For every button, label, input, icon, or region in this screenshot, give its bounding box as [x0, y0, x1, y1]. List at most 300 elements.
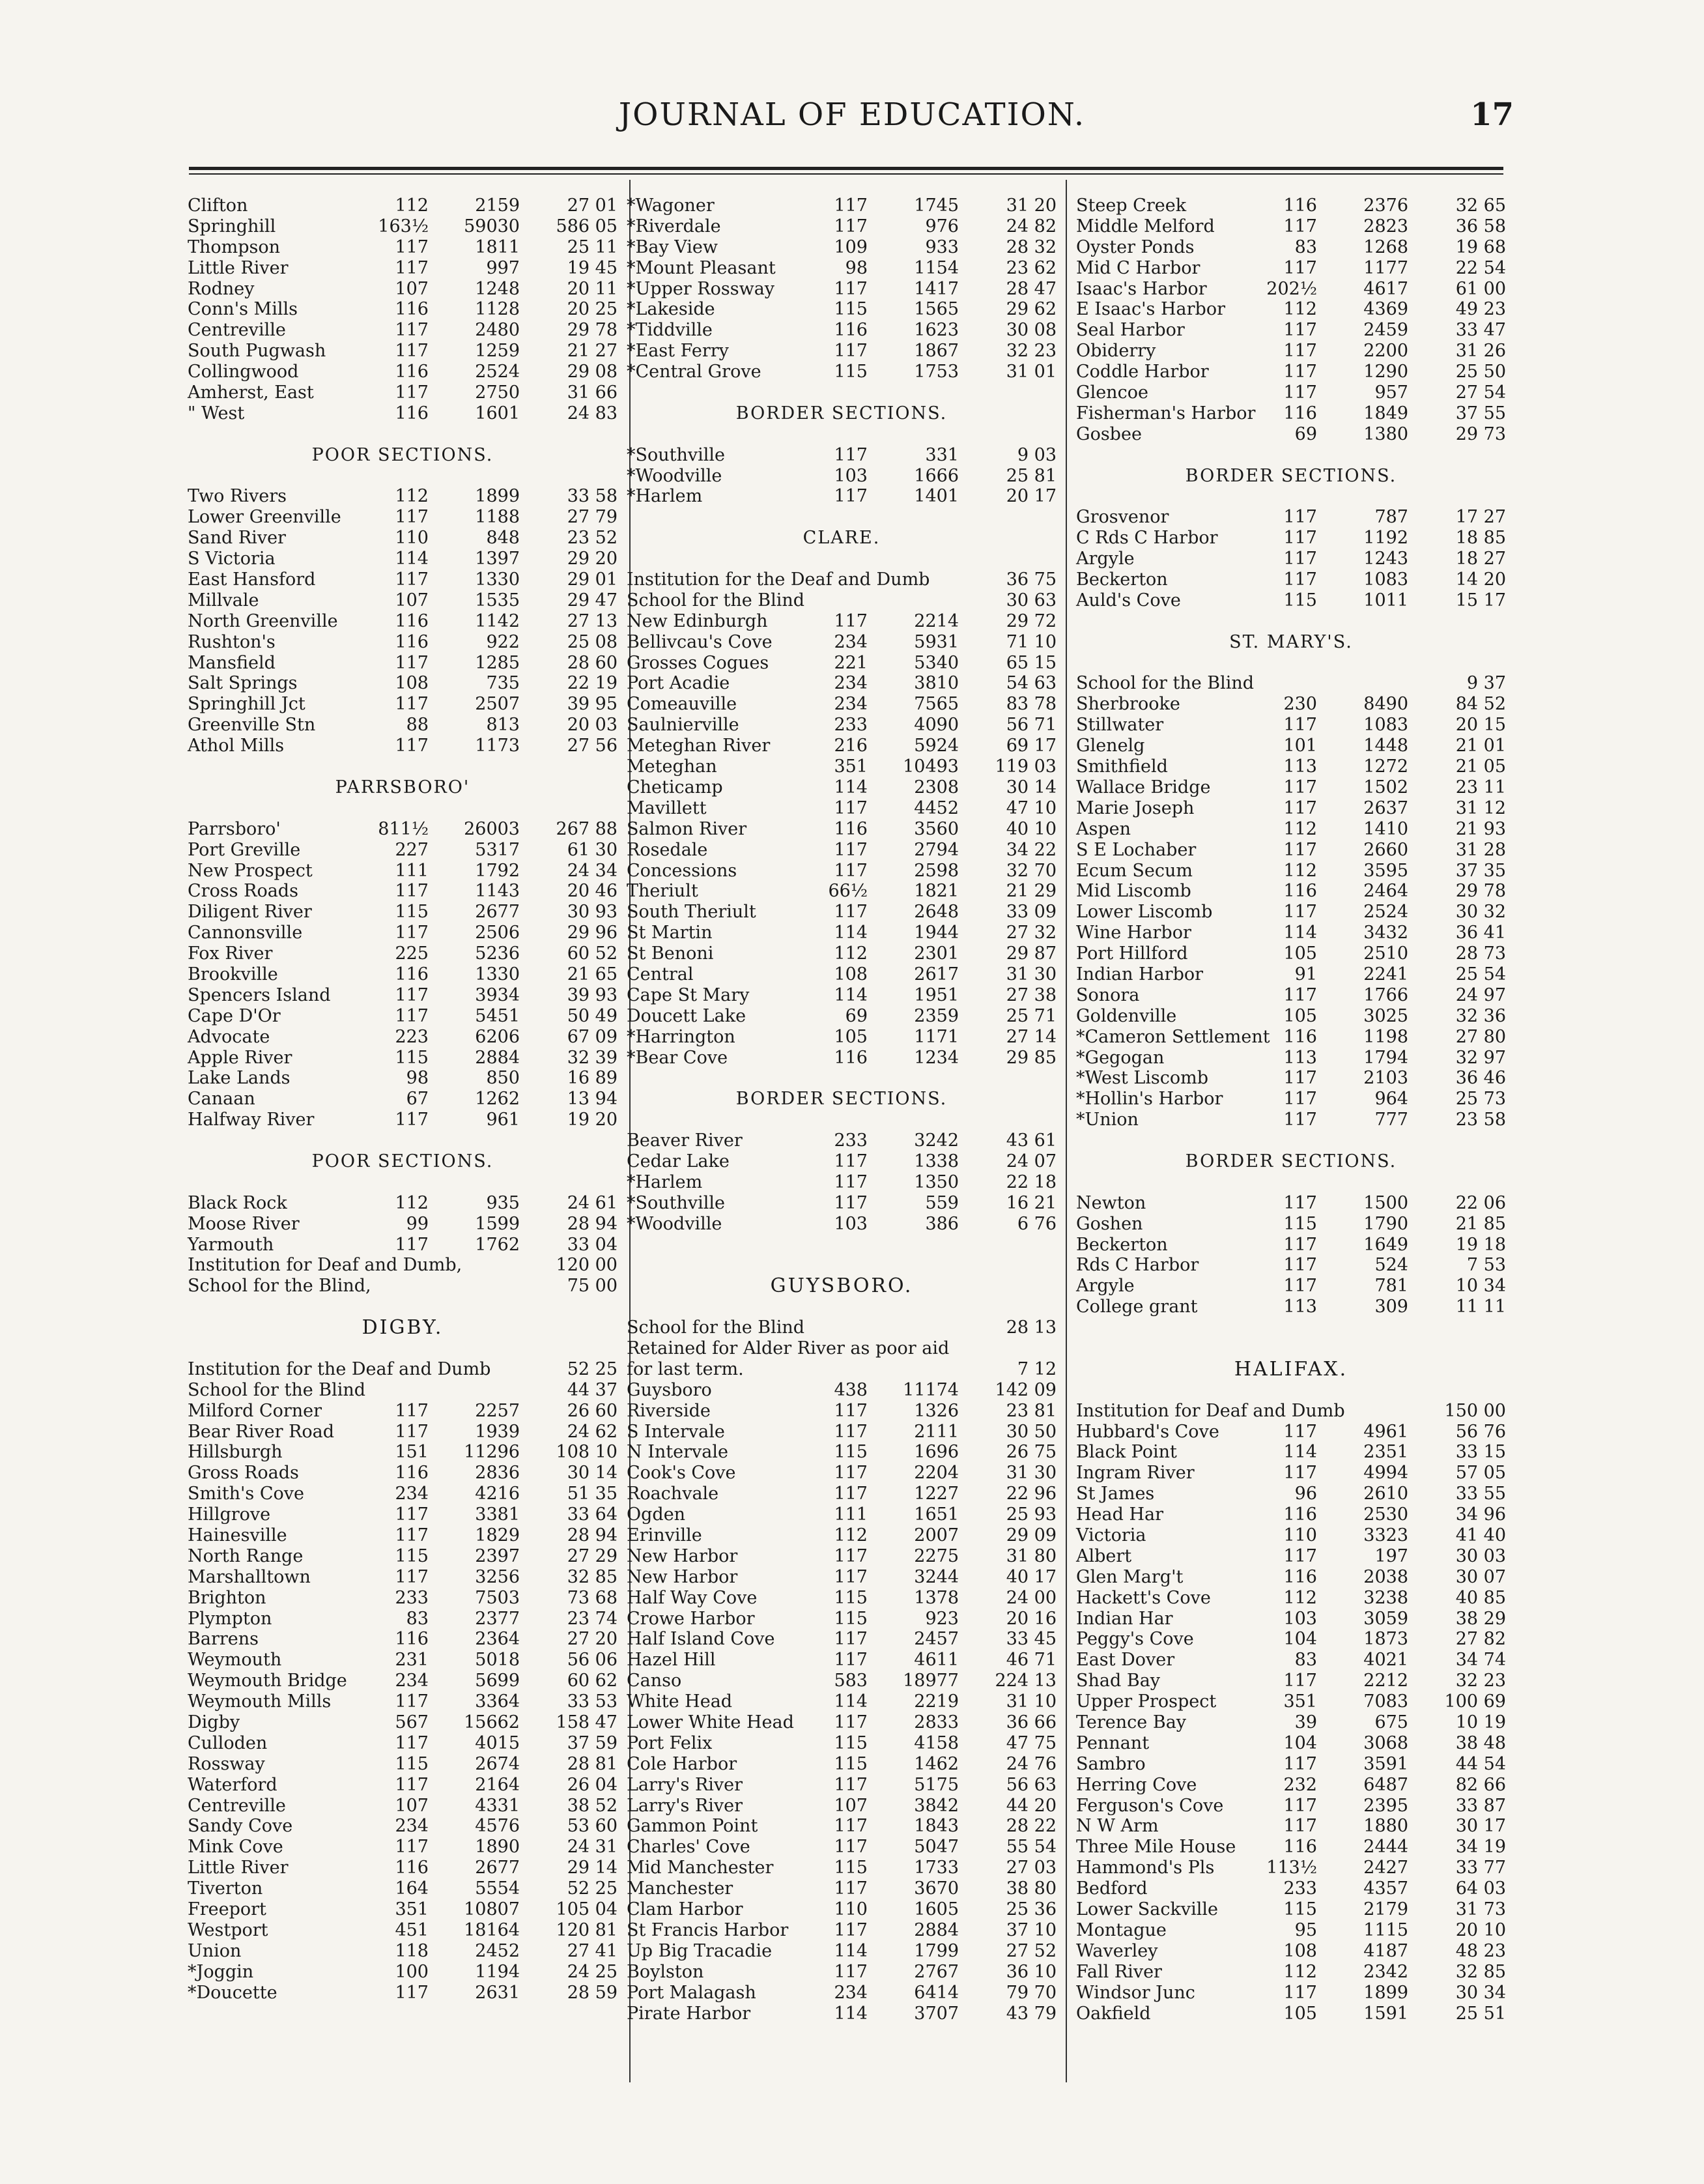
grant-amount: 22 54	[1455, 257, 1506, 278]
days-value: 115	[395, 1047, 429, 1068]
table-row	[627, 1733, 1060, 1754]
attendance-value: 1951	[914, 984, 959, 1005]
table-row	[188, 819, 618, 840]
grant-amount: 29 20	[567, 549, 618, 569]
table-row	[1076, 673, 1506, 694]
days-value: 811½	[378, 818, 429, 839]
school-name: Salt Springs	[188, 673, 298, 694]
attendance-value: 524	[1374, 1255, 1408, 1276]
spacer	[627, 507, 1060, 528]
school-name: Institution for the Deaf and Dumb	[627, 569, 930, 590]
attendance-value: 5699	[475, 1671, 520, 1691]
grant-amount: 38 80	[1006, 1878, 1057, 1899]
grant-amount: 28 13	[1006, 1317, 1057, 1338]
table-row	[627, 1754, 1060, 1775]
days-value: 115	[395, 902, 429, 923]
school-name: Roachvale	[627, 1484, 719, 1504]
attendance-value: 2506	[475, 923, 520, 943]
attendance-value: 2530	[1363, 1504, 1408, 1525]
grant-amount: 32 85	[1455, 1961, 1506, 1982]
school-name: Half Island Cove	[627, 1629, 775, 1650]
table-row	[627, 943, 1060, 964]
days-value: 103	[834, 1213, 868, 1234]
days-value: 96	[1294, 1484, 1317, 1504]
grant-amount: 75 00	[567, 1276, 618, 1297]
grant-amount: 28 94	[567, 1525, 618, 1545]
attendance-value: 5340	[914, 652, 959, 673]
days-value: 231	[395, 1650, 429, 1671]
section-heading: BORDER SECTIONS.	[735, 403, 948, 424]
days-value: 438	[834, 1379, 868, 1400]
grant-amount: 586 05	[556, 216, 618, 237]
school-name: Rushton's	[188, 631, 276, 652]
attendance-value: 3256	[475, 1566, 520, 1587]
grant-amount: 33 04	[567, 1234, 618, 1255]
school-name: Crowe Harbor	[627, 1608, 755, 1629]
attendance-value: 2464	[1363, 881, 1408, 902]
days-value: 105	[1283, 1005, 1317, 1026]
table-row	[188, 1754, 618, 1775]
school-name: *Central Grove	[627, 362, 761, 382]
school-name: *Woodville	[627, 1213, 722, 1234]
days-value: 117	[1283, 715, 1317, 736]
days-value: 112	[1283, 299, 1317, 320]
attendance-value: 1268	[1363, 237, 1408, 257]
attendance-value: 3381	[475, 1504, 520, 1525]
attendance-value: 2637	[1363, 797, 1408, 818]
attendance-value: 2617	[914, 964, 959, 984]
attendance-value: 2648	[914, 902, 959, 923]
school-name: Waterford	[188, 1774, 277, 1795]
table-row	[627, 1422, 1060, 1443]
table-row	[1076, 1006, 1506, 1027]
attendance-value: 2524	[475, 362, 520, 382]
school-name: Charles' Cove	[627, 1837, 750, 1858]
days-value: 115	[1283, 590, 1317, 611]
table-row	[627, 923, 1060, 943]
attendance-value: 7565	[914, 694, 959, 715]
table-row	[1076, 798, 1506, 819]
school-name: Freeport	[188, 1899, 266, 1920]
grant-amount: 64 03	[1455, 1878, 1506, 1899]
grant-amount: 34 96	[1455, 1504, 1506, 1525]
school-name: Shad Bay	[1076, 1671, 1161, 1691]
grant-amount: 150 00	[1444, 1400, 1506, 1421]
school-name: Argyle	[1076, 549, 1135, 569]
table-row	[188, 258, 618, 279]
attendance-value: 1899	[475, 486, 520, 507]
days-value: 116	[1283, 881, 1317, 902]
school-name: Indian Har	[1076, 1608, 1173, 1629]
school-name: St Martin	[627, 923, 713, 943]
spacer	[1076, 1380, 1506, 1401]
attendance-value: 18164	[464, 1919, 520, 1940]
school-name: North Range	[188, 1545, 304, 1566]
school-name: Riverside	[627, 1400, 711, 1421]
table-row	[188, 1235, 618, 1256]
attendance-value: 1535	[475, 590, 520, 611]
grant-amount: 56 71	[1006, 715, 1057, 736]
school-name: Comeauville	[627, 694, 737, 715]
attendance-value: 1762	[475, 1234, 520, 1255]
attendance-value: 1623	[914, 320, 959, 341]
table-row	[1076, 715, 1506, 736]
table-row	[1076, 1068, 1506, 1089]
attendance-value: 1410	[1363, 818, 1408, 839]
attendance-value: 976	[925, 216, 959, 237]
school-name: Stillwater	[1076, 715, 1164, 736]
table-row	[188, 1567, 618, 1588]
grant-amount: 26 75	[1006, 1442, 1057, 1463]
grant-amount: 24 97	[1455, 984, 1506, 1005]
grant-amount: 56 06	[567, 1650, 618, 1671]
school-name: Beckerton	[1076, 1234, 1168, 1255]
days-value: 115	[834, 1587, 868, 1608]
table-row	[627, 1338, 1060, 1359]
school-name: Doucett Lake	[627, 1005, 746, 1026]
grant-amount: 71 10	[1006, 631, 1057, 652]
grant-amount: 33 58	[567, 486, 618, 507]
grant-amount: 49 23	[1455, 299, 1506, 320]
grant-amount: 43 79	[1006, 2003, 1057, 2024]
attendance-value: 3591	[1363, 1753, 1408, 1774]
table-row	[1076, 985, 1506, 1006]
school-name: *Harlem	[627, 1171, 703, 1192]
days-value: 108	[834, 964, 868, 984]
table-row	[627, 1796, 1060, 1817]
days-value: 66½	[828, 881, 868, 902]
days-value: 115	[395, 1545, 429, 1566]
spacer	[1076, 653, 1506, 674]
days-value: 115	[834, 1442, 868, 1463]
school-name: Gammon Point	[627, 1816, 758, 1837]
school-name: Lower Liscomb	[1076, 902, 1213, 923]
table-row	[1076, 1193, 1506, 1214]
school-name: *Union	[1076, 1110, 1139, 1130]
school-name: Up Big Tracadie	[627, 1940, 773, 1961]
grant-amount: 21 05	[1455, 756, 1506, 777]
school-name: Port Acadie	[627, 673, 730, 694]
attendance-value: 933	[925, 237, 959, 257]
days-value: 117	[834, 195, 868, 216]
spacer	[188, 466, 618, 487]
school-name: Cedar Lake	[627, 1151, 730, 1171]
table-row	[1076, 299, 1506, 320]
grant-amount: 24 07	[1006, 1151, 1057, 1171]
table-row	[627, 1172, 1060, 1193]
table-row	[188, 299, 618, 320]
attendance-value: 2038	[1363, 1566, 1408, 1587]
school-name: Hackett's Cove	[1076, 1587, 1211, 1608]
days-value: 223	[395, 1026, 429, 1047]
table-row	[1076, 1048, 1506, 1069]
school-name: Greenville Stn	[188, 715, 316, 736]
days-value: 111	[395, 860, 429, 881]
attendance-value: 1194	[475, 1961, 520, 1982]
grant-amount: 24 83	[567, 403, 618, 424]
school-name: St Francis Harbor	[627, 1919, 789, 1940]
table-row	[1076, 1796, 1506, 1817]
school-name: Weymouth Mills	[188, 1691, 332, 1712]
school-name: Wine Harbor	[1076, 923, 1191, 943]
grant-amount: 27 38	[1006, 984, 1057, 1005]
attendance-value: 3025	[1363, 1005, 1408, 1026]
table-row	[188, 715, 618, 736]
school-name: Diligent River	[188, 902, 312, 923]
school-name: Barrens	[188, 1629, 259, 1650]
days-value: 117	[834, 1650, 868, 1671]
grant-amount: 17 27	[1455, 507, 1506, 528]
spacer	[627, 1110, 1060, 1130]
attendance-value: 1829	[475, 1525, 520, 1545]
grant-amount: 27 29	[567, 1545, 618, 1566]
attendance-value: 1192	[1363, 528, 1408, 549]
grant-amount: 30 34	[1455, 1982, 1506, 2003]
table-row	[1076, 382, 1506, 403]
school-name: School for the Blind,	[188, 1276, 371, 1297]
school-name: Victoria	[1076, 1525, 1146, 1546]
attendance-value: 1601	[475, 403, 520, 424]
school-name: Mid Manchester	[627, 1858, 774, 1878]
school-name: Hammond's Pls	[1076, 1858, 1215, 1878]
days-value: 117	[834, 1629, 868, 1650]
table-row	[1076, 964, 1506, 985]
attendance-value: 2674	[475, 1753, 520, 1774]
attendance-value: 1790	[1363, 1213, 1408, 1234]
attendance-value: 2219	[914, 1691, 959, 1712]
attendance-value: 15662	[464, 1712, 520, 1733]
grant-amount: 23 52	[567, 528, 618, 549]
days-value: 202½	[1266, 278, 1317, 299]
school-name: Spencers Island	[188, 984, 331, 1005]
attendance-value: 2241	[1363, 964, 1408, 984]
school-name: Obiderry	[1076, 341, 1156, 362]
attendance-value: 3244	[914, 1566, 959, 1587]
table-row	[188, 569, 618, 590]
grant-amount: 27 79	[567, 507, 618, 528]
days-value: 117	[395, 1005, 429, 1026]
table-row	[188, 1796, 618, 1817]
attendance-value: 4452	[914, 797, 959, 818]
attendance-value: 2007	[914, 1525, 959, 1546]
table-row	[188, 1733, 618, 1754]
table-row	[627, 1130, 1060, 1151]
grant-amount: 69 17	[1006, 736, 1057, 756]
table-row	[1076, 1422, 1506, 1443]
school-name: Argyle	[1076, 1276, 1135, 1297]
days-value: 117	[395, 694, 429, 715]
attendance-value: 26003	[464, 818, 520, 839]
grant-amount: 25 54	[1455, 964, 1506, 984]
school-name: Conn's Mills	[188, 299, 298, 320]
days-value: 118	[395, 1940, 429, 1961]
table-row	[627, 1359, 1060, 1380]
table-row	[627, 881, 1060, 902]
grant-amount: 24 31	[567, 1837, 618, 1858]
grant-amount: 25 73	[1455, 1089, 1506, 1110]
table-row	[188, 216, 618, 237]
school-name: Meteghan River	[627, 736, 771, 756]
school-name: Milford Corner	[188, 1400, 322, 1421]
table-row	[188, 237, 618, 258]
school-name: *Joggin	[188, 1961, 254, 1982]
attendance-value: 2301	[914, 943, 959, 964]
spacer	[188, 1172, 618, 1193]
days-value: 230	[1283, 694, 1317, 715]
school-name: Seal Harbor	[1076, 320, 1185, 341]
table-row	[1076, 1567, 1506, 1588]
days-value: 117	[1283, 257, 1317, 278]
days-value: 117	[834, 1192, 868, 1213]
attendance-value: 2427	[1363, 1858, 1408, 1878]
school-name: Cannonsville	[188, 923, 303, 943]
attendance-value: 813	[486, 715, 520, 736]
attendance-value: 2364	[475, 1629, 520, 1650]
attendance-value: 3238	[1363, 1587, 1408, 1608]
table-row	[1076, 1463, 1506, 1484]
days-value: 117	[1283, 1110, 1317, 1130]
table-row	[188, 1691, 618, 1712]
school-name: Wallace Bridge	[1076, 777, 1211, 797]
grant-amount: 27 54	[1455, 382, 1506, 403]
days-value: 117	[834, 1400, 868, 1421]
days-value: 117	[834, 444, 868, 465]
table-row	[627, 1962, 1060, 1983]
school-name: Meteghan	[627, 756, 717, 777]
table-row	[1076, 1504, 1506, 1525]
grant-amount: 19 45	[567, 257, 618, 278]
school-name: *Tiddville	[627, 320, 713, 341]
days-value: 112	[1283, 818, 1317, 839]
table-row	[1076, 1089, 1506, 1110]
table-row	[627, 299, 1060, 320]
school-name: Terence Bay	[1076, 1712, 1187, 1733]
attendance-value: 1188	[475, 507, 520, 528]
table-row	[627, 1151, 1060, 1172]
days-value: 583	[834, 1671, 868, 1691]
spacer	[627, 382, 1060, 403]
school-name: Mansfield	[188, 652, 276, 673]
days-value: 98	[845, 257, 868, 278]
attendance-value: 2884	[475, 1047, 520, 1068]
grant-amount: 38 52	[567, 1795, 618, 1816]
attendance-value: 7083	[1363, 1691, 1408, 1712]
days-value: 117	[834, 1878, 868, 1899]
grant-amount: 105 04	[556, 1899, 618, 1920]
attendance-value: 1350	[914, 1171, 959, 1192]
school-name: Marshalltown	[188, 1566, 311, 1587]
table-row	[627, 1858, 1060, 1878]
days-value: 117	[395, 237, 429, 257]
school-name: Rosedale	[627, 839, 708, 860]
school-name: Boylston	[627, 1961, 704, 1982]
school-name: Sonora	[1076, 984, 1140, 1005]
grant-amount: 24 00	[1006, 1587, 1057, 1608]
school-name: Pirate Harbor	[627, 2003, 751, 2024]
table-row	[188, 1089, 618, 1110]
school-name: Union	[188, 1940, 242, 1961]
attendance-value: 935	[486, 1192, 520, 1213]
spacer	[1076, 1317, 1506, 1359]
table-row	[188, 528, 618, 549]
attendance-value: 2200	[1363, 341, 1408, 362]
school-name: South Theriult	[627, 902, 756, 923]
table-row	[1076, 237, 1506, 258]
attendance-value: 1880	[1363, 1816, 1408, 1837]
column-middle	[627, 195, 1060, 2024]
attendance-value: 1083	[1363, 715, 1408, 736]
school-name: Little River	[188, 1858, 289, 1878]
grant-amount: 38 29	[1455, 1608, 1506, 1629]
school-name: Millvale	[188, 590, 259, 611]
attendance-value: 1500	[1363, 1192, 1408, 1213]
attendance-value: 1666	[914, 465, 959, 486]
days-value: 103	[834, 465, 868, 486]
table-row	[188, 1941, 618, 1962]
table-row	[188, 1193, 618, 1214]
table-row	[188, 1276, 618, 1297]
days-value: 117	[1283, 1463, 1317, 1484]
days-value: 113	[1283, 756, 1317, 777]
attendance-value: 2452	[475, 1940, 520, 1961]
school-name: Windsor Junc	[1076, 1982, 1195, 2003]
school-name: Port Greville	[188, 839, 301, 860]
attendance-value: 4576	[475, 1816, 520, 1837]
attendance-value: 675	[1374, 1712, 1408, 1733]
table-row	[627, 694, 1060, 715]
table-row	[1076, 819, 1506, 840]
school-name: Canaan	[188, 1089, 255, 1110]
days-value: 115	[1283, 1213, 1317, 1234]
school-name: Peggy's Cove	[1076, 1629, 1194, 1650]
table-row	[188, 694, 618, 715]
table-row	[188, 590, 618, 611]
grant-amount: 21 01	[1455, 736, 1506, 756]
spacer	[188, 1130, 618, 1151]
grant-amount: 50 49	[567, 1005, 618, 1026]
days-value: 351	[395, 1899, 429, 1920]
section-heading: PARRSBORO'	[335, 777, 470, 797]
school-name: N W Arm	[1076, 1816, 1159, 1837]
school-name: Amherst, East	[188, 382, 314, 403]
table-row	[627, 1899, 1060, 1920]
grant-amount: 20 15	[1455, 715, 1506, 736]
attendance-value: 1591	[1363, 2003, 1408, 2024]
grant-amount: 33 77	[1455, 1858, 1506, 1878]
attendance-value: 1177	[1363, 257, 1408, 278]
table-row	[627, 569, 1060, 590]
attendance-value: 11296	[464, 1442, 520, 1463]
grant-amount: 224 13	[995, 1671, 1057, 1691]
grant-amount: 16 21	[1006, 1192, 1057, 1213]
school-name: School for the Blind	[627, 590, 805, 611]
table-row	[627, 736, 1060, 756]
attendance-value: 3059	[1363, 1608, 1408, 1629]
grant-amount: 7 12	[1017, 1358, 1057, 1379]
grant-amount: 29 09	[1006, 1525, 1057, 1546]
days-value: 117	[1283, 1089, 1317, 1110]
days-value: 117	[1283, 1255, 1317, 1276]
attendance-value: 850	[486, 1068, 520, 1089]
table-row	[627, 611, 1060, 632]
attendance-value: 5924	[914, 736, 959, 756]
grant-amount: 37 55	[1455, 403, 1506, 424]
attendance-value: 6206	[475, 1026, 520, 1047]
attendance-value: 1259	[475, 341, 520, 362]
attendance-value: 2395	[1363, 1795, 1408, 1816]
table-row	[1076, 1110, 1506, 1130]
school-name: St James	[1076, 1484, 1155, 1504]
